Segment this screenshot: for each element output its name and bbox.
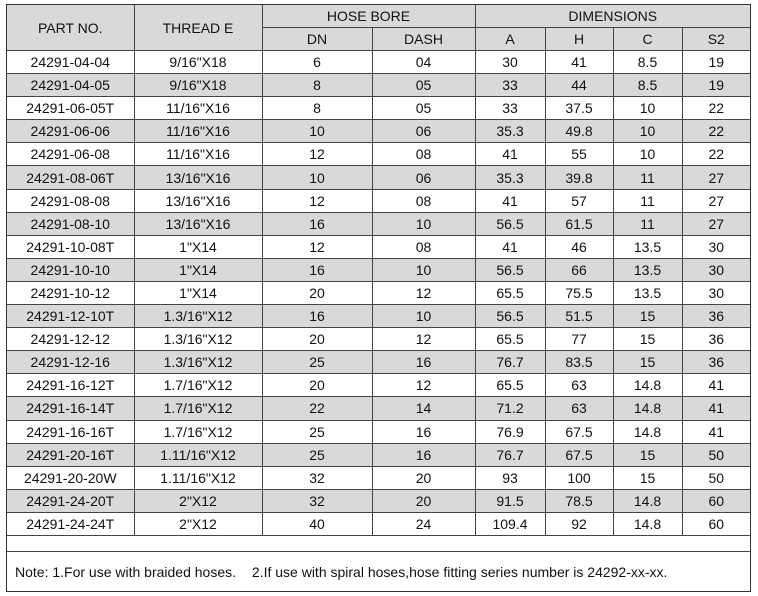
- cell-c: 11: [613, 212, 682, 235]
- table-row: [7, 143, 750, 166]
- table-row: [7, 189, 750, 212]
- table-row: [7, 397, 750, 420]
- cell-dash: 04: [372, 51, 475, 74]
- cell-dash: 06: [372, 166, 475, 189]
- header-a: A: [475, 28, 545, 51]
- cell-h: 66: [545, 258, 613, 281]
- header-c: C: [613, 28, 682, 51]
- cell-c: 15: [613, 351, 682, 374]
- cell-c: 14.8: [613, 512, 682, 535]
- cell-c: 14.8: [613, 489, 682, 512]
- cell-part-no: 24291-08-08: [7, 189, 134, 212]
- table-row: [7, 512, 750, 535]
- cell-a: 30: [475, 51, 545, 74]
- cell-s2: 19: [682, 51, 750, 74]
- cell-dash: 20: [372, 489, 475, 512]
- cell-s2: 50: [682, 443, 750, 466]
- cell-a: 76.9: [475, 420, 545, 443]
- cell-s2: 36: [682, 305, 750, 328]
- cell-s2: 22: [682, 97, 750, 120]
- cell-h: 55: [545, 143, 613, 166]
- cell-c: 11: [613, 166, 682, 189]
- cell-dn: 25: [262, 420, 372, 443]
- cell-c: 15: [613, 466, 682, 489]
- cell-h: 51.5: [545, 305, 613, 328]
- cell-dn: 16: [262, 305, 372, 328]
- cell-s2: 27: [682, 166, 750, 189]
- footnote-spiral: 2.If use with spiral hoses,hose fitting series number is 24292-xx-xx.: [251, 564, 668, 580]
- table-row: [7, 97, 750, 120]
- cell-dash: 10: [372, 212, 475, 235]
- cell-h: 37.5: [545, 97, 613, 120]
- table-row: [7, 74, 750, 97]
- cell-part-no: 24291-04-05: [7, 74, 134, 97]
- cell-h: 44: [545, 74, 613, 97]
- cell-dn: 20: [262, 281, 372, 304]
- cell-dash: 12: [372, 281, 475, 304]
- cell-h: 77: [545, 328, 613, 351]
- cell-h: 39.8: [545, 166, 613, 189]
- table-row: [7, 328, 750, 351]
- cell-thread: 1.3/16"X12: [134, 328, 262, 351]
- cell-a: 33: [475, 97, 545, 120]
- cell-part-no: 24291-08-06T: [7, 166, 134, 189]
- cell-part-no: 24291-06-06: [7, 120, 134, 143]
- cell-part-no: 24291-08-10: [7, 212, 134, 235]
- footnote: [7, 551, 750, 591]
- cell-a: 71.2: [475, 397, 545, 420]
- cell-s2: 30: [682, 235, 750, 258]
- cell-dn: 10: [262, 166, 372, 189]
- table-row: [7, 235, 750, 258]
- cell-part-no: 24291-06-05T: [7, 97, 134, 120]
- cell-dn: 25: [262, 351, 372, 374]
- cell-dash: 12: [372, 328, 475, 351]
- cell-h: 57: [545, 189, 613, 212]
- cell-s2: 50: [682, 466, 750, 489]
- cell-dash: 08: [372, 189, 475, 212]
- cell-s2: 22: [682, 143, 750, 166]
- cell-dn: 8: [262, 74, 372, 97]
- cell-c: 15: [613, 443, 682, 466]
- header-dash: DASH: [372, 28, 475, 51]
- cell-c: 13.5: [613, 235, 682, 258]
- cell-dn: 32: [262, 489, 372, 512]
- table-row: [7, 166, 750, 189]
- cell-part-no: 24291-16-12T: [7, 374, 134, 397]
- cell-dash: 05: [372, 74, 475, 97]
- cell-h: 61.5: [545, 212, 613, 235]
- cell-dn: 12: [262, 143, 372, 166]
- cell-dash: 16: [372, 443, 475, 466]
- cell-a: 91.5: [475, 489, 545, 512]
- cell-part-no: 24291-12-12: [7, 328, 134, 351]
- cell-dn: 22: [262, 397, 372, 420]
- cell-dn: 32: [262, 466, 372, 489]
- table-row: [7, 420, 750, 443]
- cell-c: 10: [613, 120, 682, 143]
- cell-thread: 9/16"X18: [134, 51, 262, 74]
- cell-c: 8.5: [613, 74, 682, 97]
- cell-c: 14.8: [613, 397, 682, 420]
- cell-s2: 30: [682, 281, 750, 304]
- fitting-spec-table: [7, 5, 750, 536]
- cell-part-no: 24291-10-08T: [7, 235, 134, 258]
- table-row: [7, 120, 750, 143]
- cell-s2: 60: [682, 512, 750, 535]
- table-row: [7, 258, 750, 281]
- cell-a: 56.5: [475, 212, 545, 235]
- header-s2: S2: [682, 28, 750, 51]
- cell-s2: 36: [682, 328, 750, 351]
- cell-h: 46: [545, 235, 613, 258]
- cell-part-no: 24291-16-16T: [7, 420, 134, 443]
- cell-part-no: 24291-24-24T: [7, 512, 134, 535]
- cell-dash: 06: [372, 120, 475, 143]
- header-hose-bore: HOSE BORE: [262, 5, 475, 28]
- cell-part-no: 24291-20-16T: [7, 443, 134, 466]
- cell-thread: 1.7/16"X12: [134, 374, 262, 397]
- footnote-braided: Note: 1.For use with braided hoses.: [15, 564, 237, 580]
- cell-dn: 25: [262, 443, 372, 466]
- cell-a: 65.5: [475, 328, 545, 351]
- cell-dash: 10: [372, 258, 475, 281]
- header-dimensions: DIMENSIONS: [475, 5, 750, 28]
- cell-s2: 22: [682, 120, 750, 143]
- header-dn: DN: [262, 28, 372, 51]
- cell-a: 56.5: [475, 258, 545, 281]
- cell-c: 14.8: [613, 374, 682, 397]
- table-row: [7, 305, 750, 328]
- cell-c: 14.8: [613, 420, 682, 443]
- cell-c: 10: [613, 143, 682, 166]
- cell-dn: 40: [262, 512, 372, 535]
- cell-dash: 14: [372, 397, 475, 420]
- cell-thread: 1.11/16"X12: [134, 466, 262, 489]
- cell-part-no: 24291-12-10T: [7, 305, 134, 328]
- cell-part-no: 24291-24-20T: [7, 489, 134, 512]
- cell-dash: 24: [372, 512, 475, 535]
- cell-part-no: 24291-10-10: [7, 258, 134, 281]
- cell-c: 8.5: [613, 51, 682, 74]
- cell-dash: 16: [372, 351, 475, 374]
- table-row: [7, 374, 750, 397]
- cell-a: 35.3: [475, 120, 545, 143]
- cell-dash: 10: [372, 305, 475, 328]
- cell-h: 67.5: [545, 443, 613, 466]
- cell-thread: 1"X14: [134, 235, 262, 258]
- cell-dash: 08: [372, 143, 475, 166]
- cell-c: 10: [613, 97, 682, 120]
- cell-h: 63: [545, 397, 613, 420]
- cell-h: 78.5: [545, 489, 613, 512]
- cell-a: 65.5: [475, 281, 545, 304]
- cell-s2: 36: [682, 351, 750, 374]
- cell-part-no: 24291-10-12: [7, 281, 134, 304]
- cell-s2: 41: [682, 397, 750, 420]
- cell-h: 63: [545, 374, 613, 397]
- table-row: [7, 51, 750, 74]
- cell-thread: 13/16"X16: [134, 189, 262, 212]
- cell-c: 15: [613, 328, 682, 351]
- cell-dash: 08: [372, 235, 475, 258]
- cell-part-no: 24291-04-04: [7, 51, 134, 74]
- cell-thread: 13/16"X16: [134, 166, 262, 189]
- cell-h: 75.5: [545, 281, 613, 304]
- cell-a: 76.7: [475, 351, 545, 374]
- table-row: [7, 351, 750, 374]
- cell-thread: 1.3/16"X12: [134, 305, 262, 328]
- header-thread: THREAD E: [134, 5, 262, 51]
- cell-dn: 16: [262, 212, 372, 235]
- cell-dn: 16: [262, 258, 372, 281]
- cell-a: 56.5: [475, 305, 545, 328]
- cell-dash: 20: [372, 466, 475, 489]
- cell-h: 41: [545, 51, 613, 74]
- header-part-no: PART NO.: [7, 5, 134, 51]
- cell-thread: 1.3/16"X12: [134, 351, 262, 374]
- cell-dash: 12: [372, 374, 475, 397]
- cell-s2: 19: [682, 74, 750, 97]
- header-h: H: [545, 28, 613, 51]
- cell-thread: 11/16"X16: [134, 120, 262, 143]
- spec-table-frame: [6, 4, 751, 592]
- cell-part-no: 24291-16-14T: [7, 397, 134, 420]
- cell-s2: 41: [682, 374, 750, 397]
- cell-s2: 60: [682, 489, 750, 512]
- cell-h: 83.5: [545, 351, 613, 374]
- cell-s2: 27: [682, 212, 750, 235]
- cell-part-no: 24291-06-08: [7, 143, 134, 166]
- table-row: [7, 281, 750, 304]
- cell-s2: 27: [682, 189, 750, 212]
- table-header: [7, 5, 750, 51]
- cell-thread: 11/16"X16: [134, 143, 262, 166]
- cell-thread: 1.7/16"X12: [134, 420, 262, 443]
- cell-s2: 30: [682, 258, 750, 281]
- table-body: [7, 51, 750, 536]
- cell-h: 49.8: [545, 120, 613, 143]
- cell-a: 41: [475, 143, 545, 166]
- cell-c: 15: [613, 305, 682, 328]
- cell-thread: 1.11/16"X12: [134, 443, 262, 466]
- cell-a: 41: [475, 189, 545, 212]
- cell-a: 41: [475, 235, 545, 258]
- cell-a: 109.4: [475, 512, 545, 535]
- cell-h: 67.5: [545, 420, 613, 443]
- cell-thread: 2"X12: [134, 512, 262, 535]
- cell-dn: 20: [262, 374, 372, 397]
- cell-c: 13.5: [613, 258, 682, 281]
- cell-part-no: 24291-20-20W: [7, 466, 134, 489]
- cell-a: 76.7: [475, 443, 545, 466]
- cell-dash: 05: [372, 97, 475, 120]
- cell-h: 92: [545, 512, 613, 535]
- cell-thread: 11/16"X16: [134, 97, 262, 120]
- table-row: [7, 443, 750, 466]
- cell-thread: 2"X12: [134, 489, 262, 512]
- cell-s2: 41: [682, 420, 750, 443]
- cell-a: 93: [475, 466, 545, 489]
- table-row: [7, 212, 750, 235]
- cell-a: 35.3: [475, 166, 545, 189]
- cell-a: 65.5: [475, 374, 545, 397]
- cell-part-no: 24291-12-16: [7, 351, 134, 374]
- cell-h: 100: [545, 466, 613, 489]
- cell-thread: 1"X14: [134, 281, 262, 304]
- cell-thread: 9/16"X18: [134, 74, 262, 97]
- cell-dn: 12: [262, 189, 372, 212]
- cell-dn: 6: [262, 51, 372, 74]
- cell-thread: 1.7/16"X12: [134, 397, 262, 420]
- cell-dn: 20: [262, 328, 372, 351]
- cell-dn: 8: [262, 97, 372, 120]
- cell-thread: 13/16"X16: [134, 212, 262, 235]
- table-row: [7, 466, 750, 489]
- cell-a: 33: [475, 74, 545, 97]
- cell-c: 11: [613, 189, 682, 212]
- cell-c: 13.5: [613, 281, 682, 304]
- table-row: [7, 489, 750, 512]
- cell-dn: 10: [262, 120, 372, 143]
- cell-dn: 12: [262, 235, 372, 258]
- cell-thread: 1"X14: [134, 258, 262, 281]
- cell-dash: 16: [372, 420, 475, 443]
